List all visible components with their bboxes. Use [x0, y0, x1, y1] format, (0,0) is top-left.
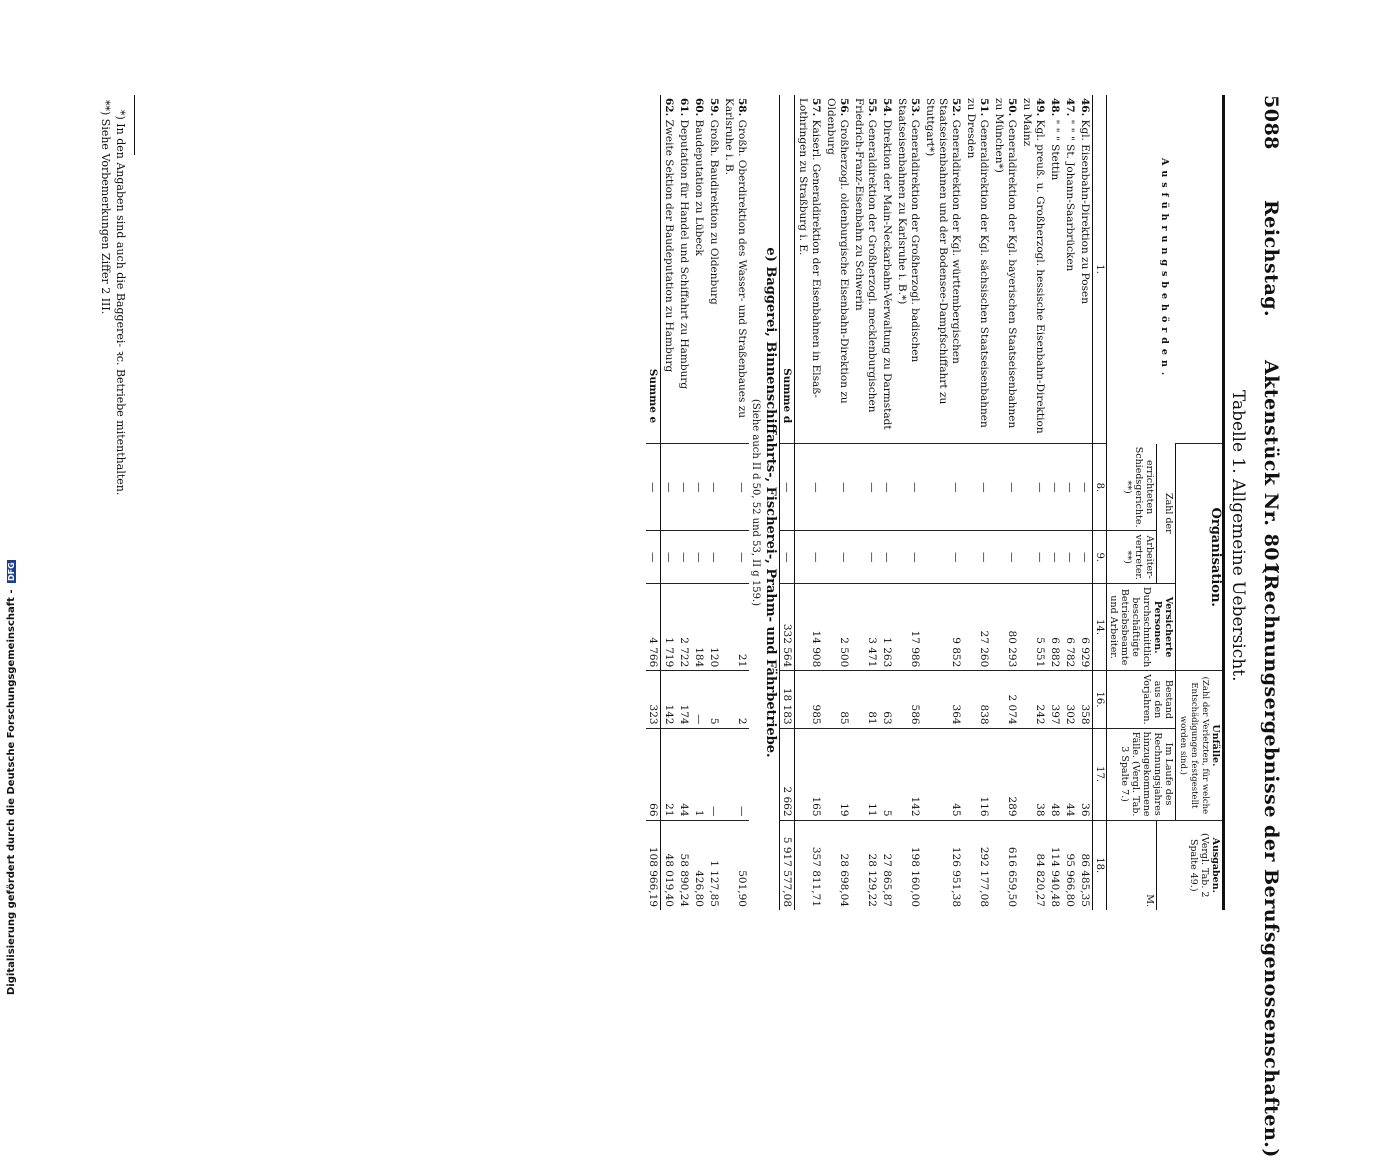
table-row	[823, 95, 851, 910]
header-currency: M.	[1107, 820, 1157, 910]
authority-name: Generaldirektion der Kgl. sächsischen Staatseisenbahnen zu Dresden	[965, 98, 990, 428]
table-row	[1077, 95, 1093, 910]
authority-name: Großh. Baudirektion zu Oldenburg	[708, 119, 720, 305]
col8-cell: —	[1019, 444, 1047, 531]
col8-cell: —	[879, 444, 894, 531]
col17-cell: 289	[991, 728, 1019, 820]
col16-cell: 2	[721, 671, 749, 728]
accidents-note: (Zahl der Verletzten, für welche Entschädigungen festgestellt worden sind.)	[1178, 676, 1210, 815]
col18-cell: 114 940,48	[1047, 820, 1062, 910]
insured-label: Versicherte Personen.	[1152, 596, 1174, 658]
overview-table	[646, 95, 1225, 910]
authority-cell	[1047, 95, 1062, 444]
col14-cell: 2 722	[676, 583, 691, 670]
col14-cell: 6 782	[1062, 583, 1077, 670]
col18-cell: 292 177,08	[963, 820, 991, 910]
col16-cell: 5	[706, 671, 721, 728]
row-number: 48.	[1049, 98, 1061, 117]
table-row	[691, 95, 706, 910]
colnum-17: 17.	[1093, 728, 1107, 820]
header-number-of: Zahl der	[1156, 444, 1175, 584]
table-row	[721, 95, 749, 910]
header-authorities: Ausführungsbehörden.	[1159, 158, 1170, 381]
row-number: 61.	[678, 98, 690, 117]
table-row	[894, 95, 922, 910]
row-number: 46.	[1079, 98, 1091, 117]
colnum-9: 9.	[1093, 531, 1107, 583]
col9-cell: —	[795, 531, 824, 583]
authority-cell	[1077, 95, 1093, 444]
col9-cell: —	[1077, 531, 1093, 583]
authority-name: Zweite Sektion der Baudeputation zu Hamburg	[663, 119, 675, 373]
col17-cell: 142	[894, 728, 922, 820]
col17-cell: 44	[1062, 728, 1077, 820]
col18-cell: 198 160,00	[894, 820, 922, 910]
authority-name: Generaldirektion der Großherzogl. mecklenburgischen Friedrich-Franz-Eisenbahn zu Schwerin	[853, 98, 878, 413]
col18-cell: 616 659,50	[991, 820, 1019, 910]
col17-cell: 11	[851, 728, 879, 820]
col8-cell: —	[691, 444, 706, 531]
section-e-title: e) Baggerei, Binnenschiffahrts-, Fischerei-, Prahm- und Fährbetriebe.	[762, 95, 780, 910]
col17-cell: 45	[922, 728, 963, 820]
sum-col18: 108 966,19	[646, 820, 661, 910]
col17-cell: 1	[691, 728, 706, 820]
authority-name: Großh. Oberdirektion des Wasser- und Straßenbaues zu Karlsruhe i. B.	[723, 98, 748, 418]
col16-cell: 174	[676, 671, 691, 728]
col9-cell: —	[676, 531, 691, 583]
row-number: 53.	[909, 98, 921, 117]
authority-cell	[1062, 95, 1077, 444]
colnum-14: 14.	[1093, 583, 1107, 670]
sum-col9: —	[646, 531, 661, 583]
expenses-ref: (Vergl. Tab. 2 Spalte 49.)	[1188, 833, 1210, 898]
footnote-1: *) In den Angaben sind auch die Baggerei- ꝛc. Betriebe mitenthalten.	[114, 110, 127, 496]
col18-cell: 58 890,24	[676, 820, 691, 910]
colnum-18: 18.	[1093, 820, 1107, 910]
col18-cell: 126 951,38	[922, 820, 963, 910]
authority-cell	[706, 95, 721, 444]
col14-cell: 9 852	[922, 583, 963, 670]
sum-col9: —	[780, 531, 795, 583]
table-row	[1062, 95, 1077, 910]
col17-cell: 44	[676, 728, 691, 820]
row-number: 57.	[810, 98, 822, 117]
col18-cell: 28 129,22	[851, 820, 879, 910]
col16-cell: —	[691, 671, 706, 728]
col16-cell: 2 074	[991, 671, 1019, 728]
authority-cell	[823, 95, 851, 444]
digitization-text: Digitalisierung gefördert durch die Deutsche Forschungsgemeinschaft -	[6, 589, 17, 995]
column-number-row	[1093, 95, 1107, 910]
section-e-subtitle: (Siehe auch II d 50, 52 und 53, II g 159.)	[750, 398, 761, 607]
table-row	[706, 95, 721, 910]
col14-cell: 27 260	[963, 583, 991, 670]
sum-row-e	[646, 95, 661, 910]
col9-cell: —	[922, 531, 963, 583]
col9-cell: —	[691, 531, 706, 583]
col9-cell: —	[879, 531, 894, 583]
authority-cell	[691, 95, 706, 444]
row-number: 59.	[708, 98, 720, 117]
table-row	[1019, 95, 1047, 910]
col17-cell: —	[706, 728, 721, 820]
row-number: 55.	[866, 98, 878, 117]
col14-cell: 1 263	[879, 583, 894, 670]
col17-cell: 38	[1019, 728, 1047, 820]
authority-cell	[991, 95, 1019, 444]
page-number: 5088	[1260, 95, 1282, 150]
col18-cell: 86 485,35	[1077, 820, 1093, 910]
header-expenses	[1156, 820, 1223, 910]
col8-cell: —	[991, 444, 1019, 531]
sum-col14: 4 766	[646, 583, 661, 670]
col9-cell: —	[851, 531, 879, 583]
table-row	[879, 95, 894, 910]
col8-cell: —	[661, 444, 677, 531]
authority-cell	[894, 95, 922, 444]
col18-cell: 84 820,27	[1019, 820, 1047, 910]
row-number: 47.	[1064, 98, 1076, 117]
col14-cell: 120	[706, 583, 721, 670]
col16-cell: 81	[851, 671, 879, 728]
col16-cell: 358	[1077, 671, 1093, 728]
authority-name: Direktion der Main-Neckarbahn-Verwaltung zu Darmstadt	[881, 119, 893, 430]
col8-cell: —	[676, 444, 691, 531]
col17-cell: 165	[795, 728, 824, 820]
accidents-label: Unfälle.	[1210, 724, 1221, 767]
col8-cell: —	[851, 444, 879, 531]
col14-cell: 14 908	[795, 583, 824, 670]
authority-name: Generaldirektion der Kgl. württembergischen Staatseisenbahnen und der Bodensee-Dampfschiffahrt zu Stuttgart*)	[924, 98, 962, 405]
authority-name: Deputation für Handel und Schiffahrt zu Hamburg	[678, 119, 690, 390]
header-reichstag: Reichstag.	[1260, 200, 1282, 318]
col9-cell: —	[894, 531, 922, 583]
col17-cell: 116	[963, 728, 991, 820]
col17-cell: —	[721, 728, 749, 820]
header-new-cases: Im Laufe des Rechnungsjahres hinzugekommene Fälle. (Vergl. Tab. 3 Spalte 7.)	[1107, 728, 1176, 820]
row-number: 52.	[950, 98, 962, 117]
row-number: 56.	[838, 98, 850, 117]
col14-cell: 21	[721, 583, 749, 670]
col14-cell: 80 293	[991, 583, 1019, 670]
col14-cell: 1 719	[661, 583, 677, 670]
col14-cell: 3 471	[851, 583, 879, 670]
row-number: 50.	[1006, 98, 1018, 117]
header-accidents	[1176, 671, 1224, 820]
table-row	[1047, 95, 1062, 910]
col16-cell: 397	[1047, 671, 1062, 728]
sum-col16: 323	[646, 671, 661, 728]
sum-row-d	[780, 95, 795, 910]
table-row	[991, 95, 1019, 910]
sum-col18: 5 917 577,08	[780, 820, 795, 910]
col16-cell: 302	[1062, 671, 1077, 728]
col8-cell: —	[922, 444, 963, 531]
col9-cell: —	[721, 531, 749, 583]
rows-section-d	[795, 95, 1093, 910]
col14-cell: 6 882	[1047, 583, 1062, 670]
authority-cell	[795, 95, 824, 444]
authority-name: Baudeputation zu Lübeck	[693, 119, 705, 256]
col18-cell: 357 811,71	[795, 820, 824, 910]
col8-cell: —	[706, 444, 721, 531]
col8-cell: —	[1062, 444, 1077, 531]
authority-cell	[661, 95, 677, 444]
colnum-8: 8.	[1093, 444, 1107, 531]
row-number: 49.	[1034, 98, 1046, 117]
section-e-subtitle-row	[749, 95, 762, 910]
header-organisation: Organisation.	[1176, 444, 1224, 671]
col16-cell: 586	[894, 671, 922, 728]
authority-cell	[922, 95, 963, 444]
col14-cell: 5 551	[1019, 583, 1047, 670]
sum-label: Summe e	[646, 95, 661, 444]
col14-cell: 6 929	[1077, 583, 1093, 670]
table-row	[676, 95, 691, 910]
authority-name: Kaiserl. Generaldirektion der Eisenbahnen in Elsaß-Lothringen zu Straßburg i. E.	[797, 98, 822, 398]
section-e-title-row	[762, 95, 780, 910]
col9-cell: —	[1062, 531, 1077, 583]
table-row	[795, 95, 824, 910]
col9-cell: —	[991, 531, 1019, 583]
col16-cell: 838	[963, 671, 991, 728]
header-document-number: Aktenstück Nr. 801.	[1260, 360, 1282, 582]
authority-cell	[963, 95, 991, 444]
colnum-16: 16.	[1093, 671, 1107, 728]
col18-cell: 501,90	[721, 820, 749, 910]
col16-cell: 242	[1019, 671, 1047, 728]
col16-cell: 63	[879, 671, 894, 728]
sum-label: Summe d	[780, 95, 795, 444]
col16-cell: 985	[795, 671, 824, 728]
col17-cell: 5	[879, 728, 894, 820]
col16-cell: 142	[661, 671, 677, 728]
footnote-2: **) Siehe Vorbemerkungen Ziffer 2 III.	[99, 100, 112, 315]
header-insured	[1107, 583, 1176, 670]
authority-name: Kgl. Eisenbahn-Direktion zu Posen	[1079, 119, 1091, 304]
header-prior-cases: Bestand aus den Vorjahren.	[1107, 671, 1176, 728]
row-number: 62.	[663, 98, 675, 117]
col8-cell: —	[894, 444, 922, 531]
col8-cell: —	[1047, 444, 1062, 531]
footnote-divider	[134, 95, 135, 155]
col9-cell: —	[706, 531, 721, 583]
col14-cell: 17 986	[894, 583, 922, 670]
col18-cell: 1 127,85	[706, 820, 721, 910]
col8-cell: —	[823, 444, 851, 531]
col9-cell: —	[1047, 531, 1062, 583]
authority-cell	[1019, 95, 1047, 444]
col17-cell: 48	[1047, 728, 1062, 820]
col17-cell: 19	[823, 728, 851, 820]
col18-cell: 95 966,80	[1062, 820, 1077, 910]
col17-cell: 21	[661, 728, 677, 820]
authority-name: " " " Stettin	[1049, 119, 1061, 181]
header-worker-reps: Arbeiter-vertreter. **)	[1107, 531, 1157, 583]
col14-cell: 184	[691, 583, 706, 670]
col9-cell: —	[1019, 531, 1047, 583]
col18-cell: 48 019,40	[661, 820, 677, 910]
col16-cell: 364	[922, 671, 963, 728]
authority-cell	[879, 95, 894, 444]
col9-cell: —	[661, 531, 677, 583]
col18-cell: 28 698,04	[823, 820, 851, 910]
col8-cell: —	[721, 444, 749, 531]
row-number: 51.	[978, 98, 990, 117]
col8-cell: —	[1077, 444, 1093, 531]
sum-col16: 18 183	[780, 671, 795, 728]
authority-name: Generaldirektion der Großherzogl. badischen Staatseisenbahnen zu Karlsruhe i. B.*)	[896, 98, 921, 363]
table-row	[922, 95, 963, 910]
table-subtitle: Tabelle 1. Allgemeine Uebersicht.	[1228, 390, 1248, 682]
authority-name: " " " St. Johann-Saarbrücken	[1064, 119, 1076, 272]
row-number: 60.	[693, 98, 705, 117]
sum-col14: 332 564	[780, 583, 795, 670]
row-number: 58.	[736, 98, 748, 117]
authority-name: Großherzogl. oldenburgische Eisenbahn-Direktion zu Oldenburg	[825, 98, 850, 404]
sum-col17: 2 662	[780, 728, 795, 820]
header-row-top	[1176, 95, 1224, 910]
table-row	[963, 95, 991, 910]
insured-description: Durchschnittlich beschäftigte Betriebsbeamte und Arbeiter.	[1108, 586, 1152, 668]
col18-cell: 27 865,87	[879, 820, 894, 910]
col18-cell: 426,80	[691, 820, 706, 910]
col9-cell: —	[823, 531, 851, 583]
col8-cell: —	[795, 444, 824, 531]
table-row	[661, 95, 677, 910]
authority-name: Generaldirektion der Kgl. bayerischen Staatseisenbahnen zu München*)	[993, 98, 1018, 429]
authority-cell	[851, 95, 879, 444]
authority-cell	[721, 95, 749, 444]
col9-cell: —	[963, 531, 991, 583]
col17-cell: 36	[1077, 728, 1093, 820]
authority-name: Kgl. preuß. u. Großherzogl. hessische Eisenbahn-Direktion zu Mainz	[1021, 98, 1046, 434]
row-number: 54.	[881, 98, 893, 117]
dfg-logo: DFG	[7, 562, 16, 581]
expenses-label: Ausgaben.	[1210, 837, 1221, 893]
colnum-1: 1.	[1093, 95, 1107, 444]
col8-cell: —	[963, 444, 991, 531]
header-topic: (Rechnungsergebnisse der Berufsgenossenschaften.)	[1260, 565, 1282, 1158]
authority-cell	[676, 95, 691, 444]
sum-col8: —	[646, 444, 661, 531]
sum-col17: 66	[646, 728, 661, 820]
col16-cell: 85	[823, 671, 851, 728]
table-row	[851, 95, 879, 910]
sum-col8: —	[780, 444, 795, 531]
col14-cell: 2 500	[823, 583, 851, 670]
header-arbitration-courts: errichteten Schiedsgerichte. **)	[1107, 444, 1157, 531]
rows-section-e	[661, 95, 750, 910]
